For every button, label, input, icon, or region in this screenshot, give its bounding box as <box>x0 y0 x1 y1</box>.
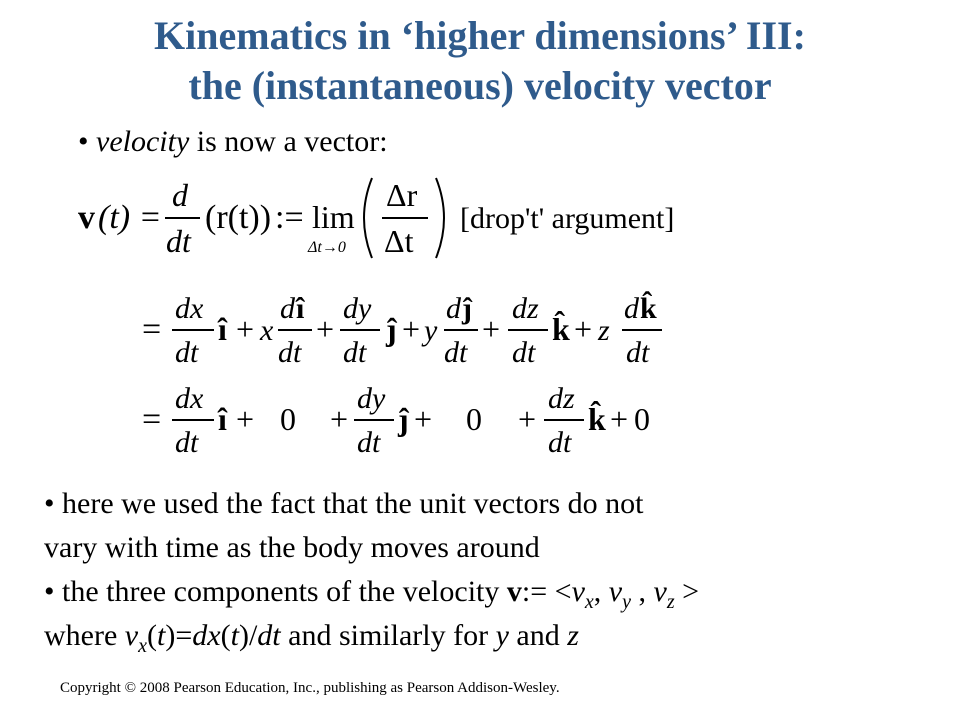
vx-subscript: x <box>584 591 594 613</box>
eq2-j-hat: ĵ <box>386 311 397 347</box>
eq2-dt-1: dt <box>175 336 199 369</box>
bullet-marker: • <box>78 125 89 158</box>
bullet-text: the three components of the velocity <box>54 575 507 608</box>
vz-symbol: v <box>653 575 667 608</box>
eq2-y: y <box>424 314 438 347</box>
eq3-zero-1: 0 <box>280 401 296 437</box>
eq-r-of-t: (r(t)) <box>205 199 272 236</box>
eq3-plus-4: + <box>518 401 537 437</box>
dt-symbol: dt <box>257 619 281 652</box>
eq2-dt-5: dt <box>512 336 536 369</box>
paren-equals: )= <box>165 619 193 652</box>
eq2-k-hat-num: k̂ <box>640 292 657 325</box>
eq-d-numerator: d <box>172 177 188 213</box>
bullet-marker: • <box>44 487 55 520</box>
bullet-text: here we used the fact that the unit vectors do not <box>54 487 644 520</box>
eq2-dy: dy <box>343 292 372 325</box>
eq3-plus-1: + <box>236 401 255 437</box>
text-and: and <box>508 619 568 652</box>
slide-title-line-2: the (instantaneous) velocity vector <box>188 63 772 108</box>
eq3-dz: dz <box>548 382 575 415</box>
eq2-z: z <box>598 314 610 347</box>
vx-symbol: v <box>571 575 585 608</box>
eq-v-of-t: (t) = <box>98 199 162 236</box>
eq2-d-2: d <box>446 292 461 325</box>
bullet-components-line-1 <box>44 574 699 620</box>
comma: , <box>631 575 654 608</box>
eq-dt-denominator: dt <box>166 223 191 259</box>
vx-symbol: v <box>124 619 139 652</box>
defined-as: := < <box>521 575 572 608</box>
eq3-k-hat: k̂ <box>588 401 606 437</box>
eq-right-paren <box>436 178 444 258</box>
velocity-symbol: v <box>506 575 522 608</box>
copyright-notice: Copyright © 2008 Pearson Education, Inc., publishing as Pearson Addison-Wesley. <box>60 680 560 696</box>
eq2-i-hat: î <box>218 311 227 347</box>
eq-delta-r: Δr <box>386 177 418 213</box>
t-symbol: t <box>230 619 239 652</box>
eq2-i-hat-num: î <box>296 292 305 325</box>
eq3-dx: dx <box>175 382 204 415</box>
bullet-text: is now a vector: <box>189 125 388 158</box>
eq3-plus-5: + <box>610 401 629 437</box>
text-where: where <box>44 619 125 652</box>
eq3-dy: dy <box>357 382 386 415</box>
eq-lim: lim <box>312 199 355 235</box>
t-symbol: t <box>157 619 166 652</box>
bullet-unit-vectors-line-1 <box>44 486 644 522</box>
eq-lim-subscript: Δt→0 <box>308 239 346 256</box>
eq3-dt-1: dt <box>175 426 199 459</box>
eq2-plus-4: + <box>482 311 501 347</box>
eq2-dt-3: dt <box>343 336 367 369</box>
eq2-dt-2: dt <box>278 336 302 369</box>
eq2-k-hat: k̂ <box>552 311 570 347</box>
eq-note: [drop't' argument] <box>460 202 675 235</box>
eq3-plus-2: + <box>330 401 349 437</box>
eq2-plus-2: + <box>316 311 335 347</box>
eq3-j-hat: ĵ <box>398 401 409 437</box>
eq2-dz: dz <box>512 292 539 325</box>
bullet-components-line-2 <box>44 618 579 664</box>
eq2-equals: = <box>142 311 162 348</box>
eq2-d-3: d <box>624 292 639 325</box>
y-symbol: y <box>495 619 509 652</box>
z-symbol: z <box>567 619 579 652</box>
eq2-j-hat-num: ĵ <box>462 292 472 325</box>
eq3-zero-3: 0 <box>634 401 650 437</box>
slide-title-line-1: Kinematics in ‘higher dimensions’ III: <box>154 13 806 58</box>
dx-symbol: dx <box>192 619 221 652</box>
equation-row-1 <box>78 177 674 259</box>
paren-slash: )/ <box>238 619 258 652</box>
eq3-i-hat: î <box>218 401 227 437</box>
eq-v-bold: v <box>78 199 95 236</box>
eq3-dt-2: dt <box>357 426 381 459</box>
vy-subscript: y <box>622 591 631 613</box>
vx-subscript: x <box>138 635 148 657</box>
eq-defined-as: := <box>275 199 304 236</box>
equation-row-2 <box>142 291 662 369</box>
eq2-x: x <box>260 314 274 347</box>
eq2-dx: dx <box>175 292 204 325</box>
eq2-dt-4: dt <box>444 336 468 369</box>
eq-left-paren <box>364 178 372 258</box>
close-bracket: > <box>674 575 700 608</box>
eq3-zero-2: 0 <box>466 401 482 437</box>
eq3-equals: = <box>142 401 162 438</box>
bullet-unit-vectors-line-2: vary with time as the body moves around <box>44 531 540 564</box>
equation-row-3 <box>142 382 650 459</box>
eq-delta-t: Δt <box>384 223 414 259</box>
paren: ( <box>147 619 158 652</box>
velocity-term: velocity <box>96 125 190 158</box>
vy-symbol: v <box>608 575 623 608</box>
eq2-d-1: d <box>280 292 295 325</box>
text-similarly: and similarly for <box>280 619 496 652</box>
paren: ( <box>220 619 231 652</box>
eq2-plus-3: + <box>402 311 421 347</box>
eq2-plus-5: + <box>574 311 593 347</box>
comma: , <box>593 575 609 608</box>
vz-subscript: z <box>666 591 675 613</box>
bullet-marker: • <box>44 575 55 608</box>
eq3-plus-3: + <box>414 401 433 437</box>
eq2-plus-1: + <box>236 311 255 347</box>
eq2-dt-6: dt <box>626 336 650 369</box>
eq3-dt-3: dt <box>548 426 572 459</box>
